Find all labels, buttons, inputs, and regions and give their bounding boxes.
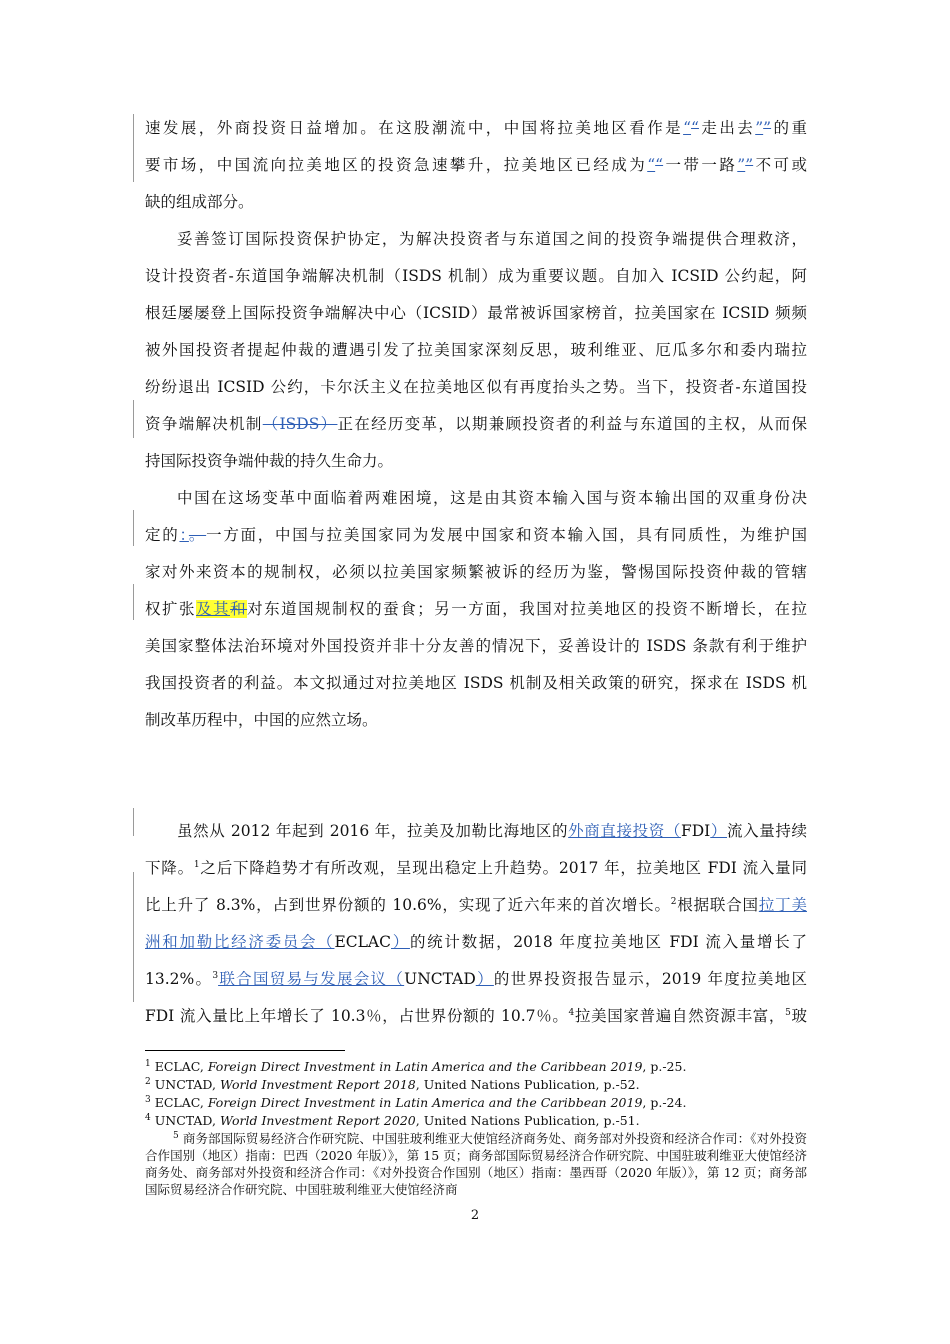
inserted-highlighted-text[interactable]: 及其 bbox=[196, 600, 231, 618]
text-run: 权扩张 bbox=[145, 600, 197, 618]
footnote-text: UNCTAD, bbox=[154, 1077, 220, 1092]
text-run: FDI 流入量比上年增长了 10.3％，占世界份额的 10.7％。 bbox=[145, 1007, 569, 1025]
paragraph-line: 妥善签订国际投资保护协定，为解决投资者与东道国之间的投资争端提供合理救济， bbox=[177, 230, 807, 248]
paragraph-line: 制改革历程中，中国的应然立场。 bbox=[145, 711, 378, 729]
text-run: 走出去 bbox=[698, 119, 756, 137]
footnote-text: ECLAC, bbox=[154, 1095, 208, 1110]
paragraph-line: 中国在这场变革中面临着两难困境，这是由其资本输入国与资本输出国的双重身份决 bbox=[177, 489, 807, 507]
paragraph-line bbox=[145, 961, 807, 998]
deleted-text[interactable]: （ISDS） bbox=[262, 415, 338, 433]
body-text bbox=[145, 110, 807, 1035]
paragraph-line bbox=[145, 517, 807, 554]
text-run: 13.2%。 bbox=[145, 970, 213, 988]
deleted-text[interactable]: 。 bbox=[188, 526, 207, 544]
inserted-text[interactable]: ： bbox=[179, 526, 189, 544]
hyperlink[interactable]: 外商直接投资（ bbox=[568, 822, 681, 840]
footnote bbox=[145, 1058, 807, 1076]
hyperlink[interactable]: ） bbox=[710, 822, 727, 840]
subsection-heading bbox=[145, 776, 807, 813]
paragraph-line: 设计投资者-东道国争端解决机制（ISDS 机制）成为重要议题。自加入 ICSID 公约起，阿 bbox=[145, 267, 807, 285]
text-run: 虽然从 2012 年起到 2016 年，拉美及加勒比海地区的 bbox=[177, 822, 569, 840]
change-bar bbox=[133, 114, 134, 182]
paragraph-line: 美国家整体法治环境对外国投资并非十分友善的情况下，妥善设计的 ISDS 条款有利于维护 bbox=[145, 637, 807, 655]
footnote-separator bbox=[145, 1050, 345, 1051]
change-bar bbox=[133, 584, 134, 620]
footnote-text: UNCTAD, bbox=[154, 1113, 220, 1128]
deleted-text[interactable]: “ bbox=[691, 119, 699, 137]
paragraph-line: 被外国投资者提起仲裁的遭遇引发了拉美国家深刻反思，玻利维亚、厄瓜多尔和委内瑞拉 bbox=[145, 341, 807, 359]
footnote-title: World Investment Report 2020 bbox=[219, 1113, 416, 1128]
footnote-number: 5 bbox=[173, 1130, 179, 1141]
deleted-text[interactable]: ” bbox=[745, 156, 754, 174]
text-run: ECLAC bbox=[334, 933, 391, 951]
text-run: 之后下降趋势才有所改观，呈现出稳定上升趋势。2017 年，拉美地区 FDI 流入量同 bbox=[199, 859, 807, 877]
footnote-title: World Investment Report 2018 bbox=[219, 1077, 416, 1092]
change-bar bbox=[133, 808, 134, 836]
footnote-text: 商务部国际贸易经济合作研究院、中国驻玻利维亚大使馆经济商务处、商务部对外投资和经济合作司：《对外投资合作国别（地区）指南：巴西（2020 年版）》，第 15 页；商务部国际贸易经济合作研究院、中国驻玻利维亚大使馆经济商务处、商务部对外投资和经济合作司：《对外投资合作国别（地区）指南：墨西哥（2020 年版）》，第 12 页；商务部国际贸易经济合作研究院、中国驻玻利维亚大使馆经济商 bbox=[145, 1131, 807, 1197]
hyperlink[interactable]: ） bbox=[475, 970, 494, 988]
paragraph-line: 纷纷退出 ICSID 公约，卡尔沃主义在拉美地区似有再度抬头之势。当下，投资者-东道国投 bbox=[145, 378, 807, 396]
footnote-ref[interactable]: 3 bbox=[212, 970, 219, 981]
paragraph-line bbox=[145, 110, 807, 147]
paragraph-line: 根廷屡屡登上国际投资争端解决中心（ICSID）最常被诉国家榜首，拉美国家在 ICSID 频频 bbox=[145, 304, 807, 322]
hyperlink[interactable]: 洲和加勒比经济委员会（ bbox=[145, 933, 335, 951]
text-run: 要市场，中国流向拉美地区的投资急速攀升，拉美地区已经成为 bbox=[145, 156, 648, 174]
change-bar bbox=[133, 400, 134, 438]
footnote-text: , United Nations Publication, p.-52. bbox=[415, 1077, 640, 1092]
text-run: 对东道国规制权的蚕食；另一方面，我国对拉美地区的投资不断增长，在拉 bbox=[247, 600, 807, 618]
hyperlink[interactable]: ） bbox=[391, 933, 410, 951]
footnotes bbox=[145, 1058, 807, 1198]
footnote-ref[interactable]: 5 bbox=[785, 1007, 791, 1018]
text-run: 一方面，中国与拉美国家同为发展中国家和资本输入国，具有同质性，为维护国 bbox=[206, 526, 807, 544]
paragraph-line: 我国投资者的利益。本文拟通过对拉美地区 ISDS 机制及相关政策的研究，探求在 ISDS 机 bbox=[145, 674, 807, 692]
text-run: 拉美国家普遍自然资源丰富， bbox=[574, 1007, 786, 1025]
footnote-number: 1 bbox=[145, 1058, 151, 1069]
footnote-text: , p.-25. bbox=[642, 1059, 687, 1074]
paragraph-line bbox=[145, 591, 807, 628]
text-run: 速发展，外商投资日益增加。在这股潮流中，中国将拉美地区看作是 bbox=[145, 119, 684, 137]
inserted-text[interactable]: “ bbox=[647, 156, 656, 174]
inserted-text[interactable]: ” bbox=[755, 119, 764, 137]
deleted-text[interactable]: ” bbox=[763, 119, 772, 137]
footnote bbox=[145, 1130, 807, 1198]
paragraph-line: 持国际投资争端仲裁的持久生命力。 bbox=[145, 452, 394, 470]
text-run: 不可或 bbox=[753, 156, 807, 174]
text-run: UNCTAD bbox=[404, 970, 476, 988]
paragraph-line bbox=[145, 887, 807, 924]
text-run: 资争端解决机制 bbox=[145, 415, 263, 433]
text-run: 的世界投资报告显示，2019 年度拉美地区 bbox=[493, 970, 807, 988]
footnote-title: Foreign Direct Investment in Latin America and the Caribbean 2019 bbox=[207, 1095, 643, 1110]
footnote-number: 4 bbox=[145, 1112, 151, 1123]
paragraph-line: 缺的组成部分。 bbox=[145, 193, 254, 211]
footnote-text: , United Nations Publication, p.-51. bbox=[415, 1113, 640, 1128]
footnote bbox=[145, 1094, 807, 1112]
text-run: 定的 bbox=[145, 526, 180, 544]
paragraph-line bbox=[145, 998, 807, 1035]
footnote bbox=[145, 1112, 807, 1130]
footnote-text: ECLAC, bbox=[154, 1059, 208, 1074]
paragraph-line bbox=[145, 406, 807, 443]
page-number: 2 bbox=[470, 1208, 480, 1223]
paragraph-line bbox=[145, 924, 807, 961]
footnote-title: Foreign Direct Investment in Latin America and the Caribbean 2019 bbox=[207, 1059, 643, 1074]
footnote-number: 3 bbox=[145, 1094, 151, 1105]
text-run: 根据联合国 bbox=[676, 896, 759, 914]
footnote-ref[interactable]: 4 bbox=[568, 1007, 575, 1018]
text-run: FDI bbox=[680, 822, 711, 840]
footnote-ref[interactable]: 1 bbox=[193, 859, 200, 870]
deleted-text[interactable]: “ bbox=[655, 156, 664, 174]
hyperlink[interactable]: 联合国贸易与发展会议（ bbox=[218, 970, 405, 988]
paragraph-line bbox=[145, 813, 807, 850]
hyperlink[interactable]: 拉丁美 bbox=[758, 896, 807, 914]
footnote-ref[interactable]: 2 bbox=[670, 896, 677, 907]
footnote-number: 2 bbox=[145, 1076, 151, 1087]
text-run: 比上升了 8.3%，占到世界份额的 10.6%，实现了近六年来的首次增长。 bbox=[145, 896, 671, 914]
text-run: 下降。 bbox=[145, 859, 194, 877]
inserted-text[interactable]: ” bbox=[737, 156, 746, 174]
footnote bbox=[145, 1076, 807, 1094]
text-run: 玻 bbox=[790, 1007, 807, 1025]
change-bar bbox=[133, 510, 134, 546]
paragraph-line: 家对外来资本的规制权，必须以拉美国家频繁被诉的经历为鉴，警惕国际投资仲裁的管辖 bbox=[145, 563, 807, 581]
text-run: 的重 bbox=[771, 119, 807, 137]
text-run: 的统计数据，2018 年度拉美地区 FDI 流入量增长了 bbox=[409, 933, 807, 951]
text-run: 一带一路 bbox=[663, 156, 738, 174]
inserted-text[interactable]: “ bbox=[683, 119, 692, 137]
paragraph-line bbox=[145, 850, 807, 887]
section-heading bbox=[145, 739, 807, 776]
footnote-text: , p.-24. bbox=[642, 1095, 687, 1110]
deleted-highlighted-text[interactable]: 和 bbox=[230, 600, 248, 618]
change-bar bbox=[133, 872, 134, 1002]
text-run: 正在经历变革，以期兼顾投资者的利益与东道国的主权，从而保 bbox=[337, 415, 807, 433]
text-run: 流入量持续 bbox=[727, 822, 807, 840]
paragraph-line bbox=[145, 147, 807, 184]
